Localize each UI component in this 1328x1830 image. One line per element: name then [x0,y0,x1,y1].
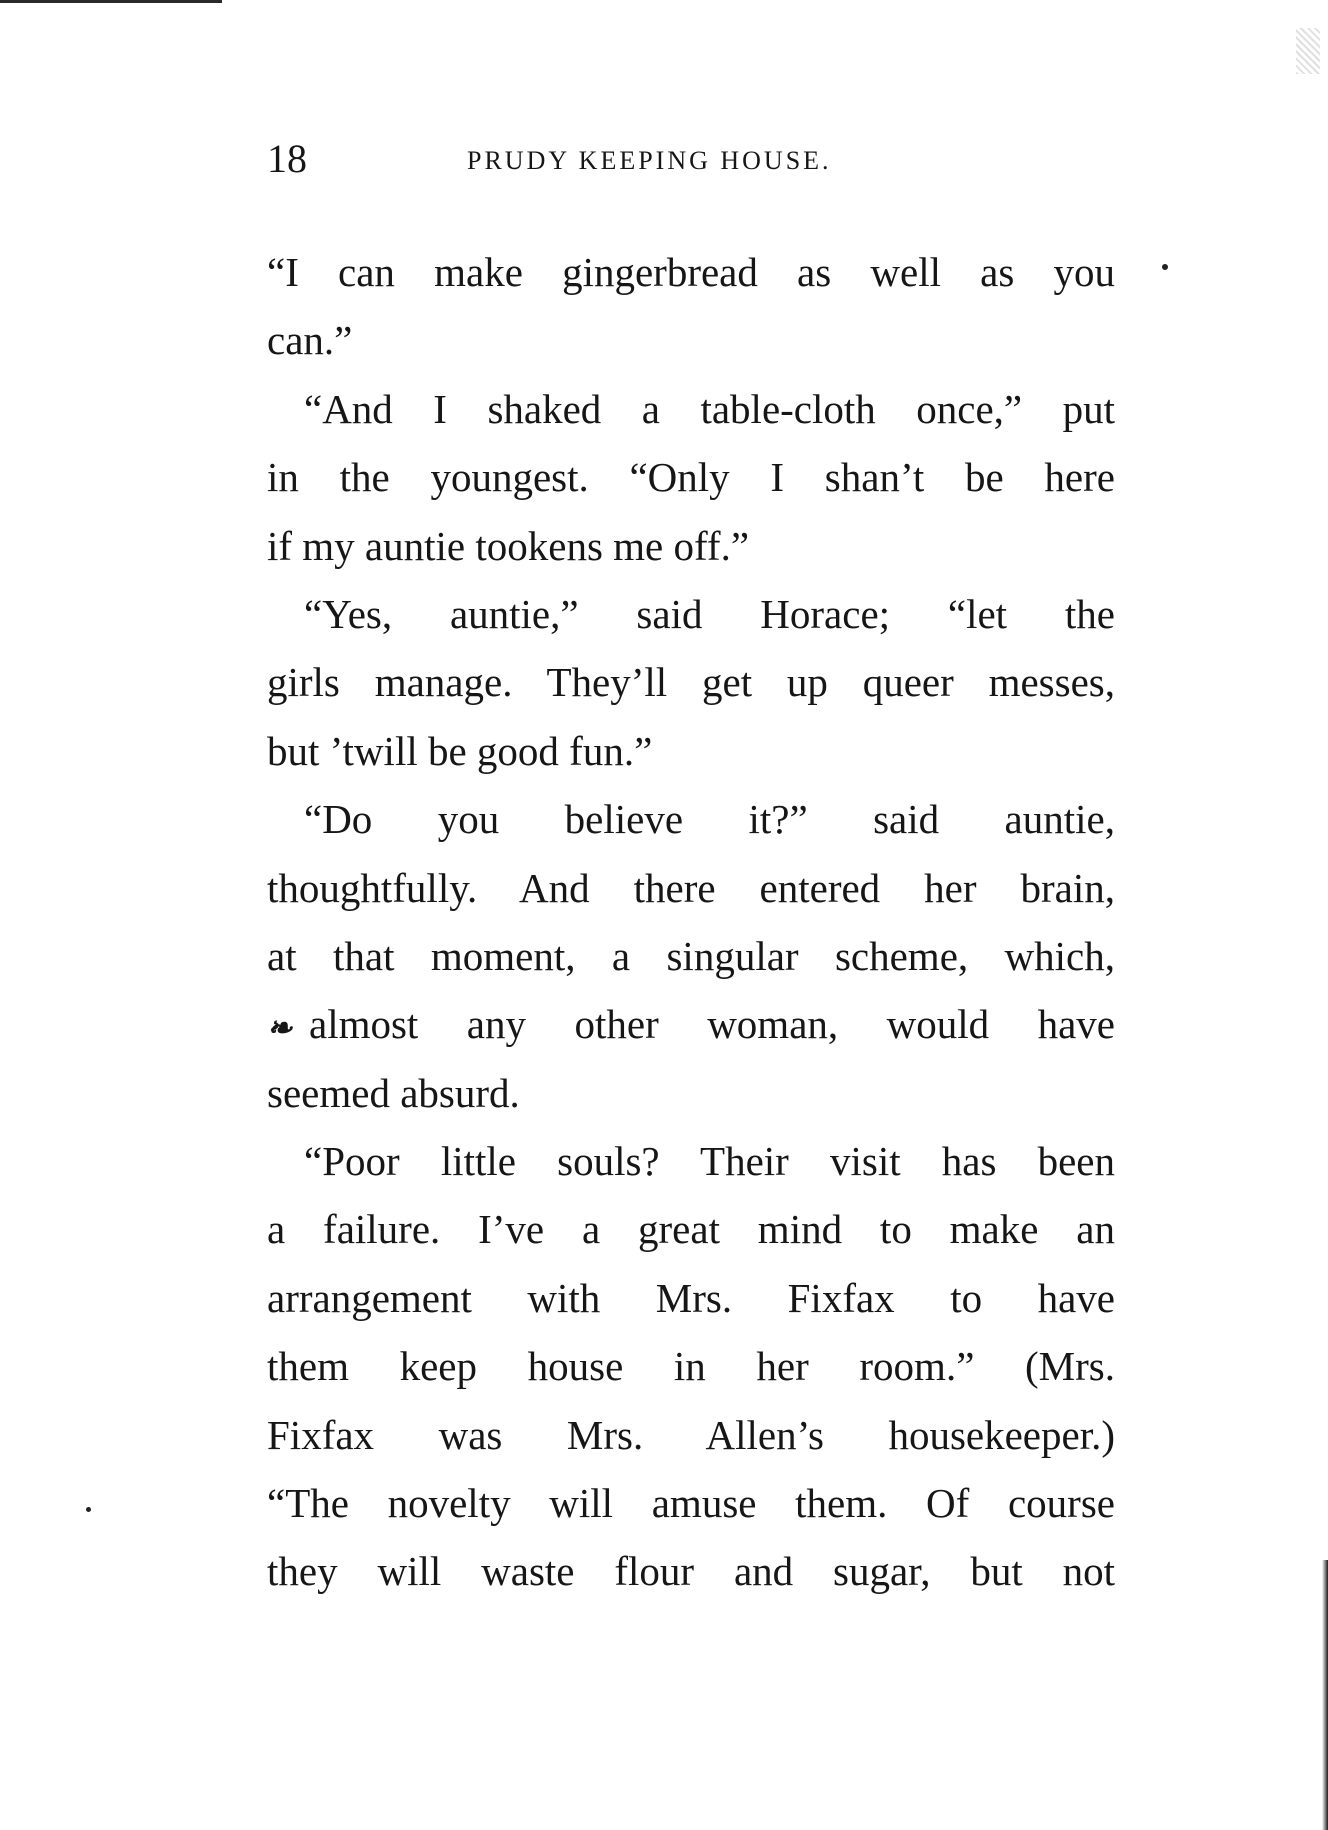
text-line: girls manage. They’ll get up queer messes, [267,659,1115,706]
text-line: “The novelty will amuse them. Of course [267,1480,1115,1527]
text-line: if my auntie tookens me off.” [267,522,750,569]
text-line: arrangement with Mrs. Fixfax to have [267,1274,1115,1321]
page-number: 18 [267,136,307,181]
ink-speck [1162,264,1168,270]
text-line: “Yes, auntie,” said Horace; “let the [304,590,1115,637]
text-line: seemed absurd. [267,1069,520,1116]
text-line: “I can make gingerbread as well as you [267,249,1115,295]
running-head: PRUDY KEEPING HOUSE. [467,146,832,175]
top-rule [0,0,222,3]
text-line: a failure. I’ve a great mind to make an [267,1206,1115,1253]
ink-speck [86,1507,91,1512]
text-line: “Poor little souls? Their visit has been [304,1138,1115,1185]
text-line-with-ornament [267,990,1115,1058]
text-line: “And I shaked a table-cloth once,” put [304,385,1115,432]
corner-scan-mark [1296,28,1320,74]
text-line: can.” [267,317,353,364]
ink-blot-ornament-icon: ❧ [267,1011,293,1045]
page-header [267,134,1122,184]
text-line: they will waste flour and sugar, but not [267,1548,1115,1595]
page-edge-shadow [1322,1560,1328,1830]
text-line: them keep house in her room.” (Mrs. [267,1343,1115,1390]
body-text [267,238,1115,1606]
text-line: thoughtfully. And there entered her brain, [267,864,1115,911]
text-line: “Do you believe it?” said auntie, [304,796,1115,843]
text-line: but ’twill be good fun.” [267,727,653,774]
text-line-content: almost any other woman, would have [309,1001,1115,1048]
text-line: Fixfax was Mrs. Allen’s housekeeper.) [267,1411,1115,1458]
text-line: at that moment, a singular scheme, which, [267,932,1115,979]
text-line: in the youngest. “Only I shan’t be here [267,454,1115,501]
